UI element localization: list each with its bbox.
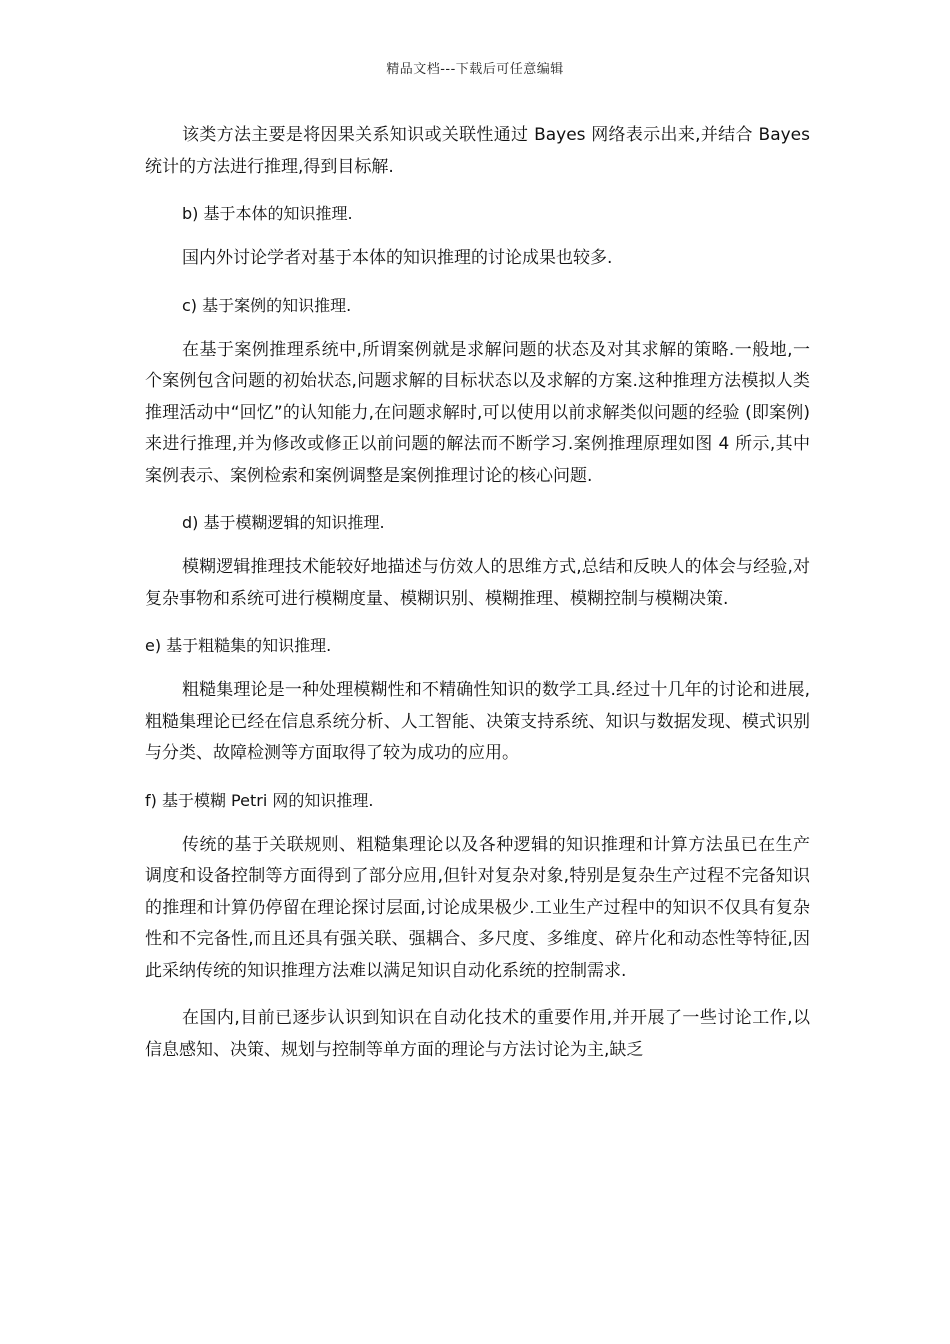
document-body bbox=[145, 120, 810, 1082]
page-header: 精品文档---下载后可任意编辑 bbox=[386, 62, 564, 77]
heading-case-reasoning: c) 基于案例的知识推理. bbox=[182, 295, 352, 315]
heading-rough-set-reasoning: e) 基于粗糙集的知识推理. bbox=[145, 636, 332, 655]
heading-fuzzy-logic-reasoning: d) 基于模糊逻辑的知识推理. bbox=[182, 513, 385, 532]
paragraph-bayes: 该类方法主要是将因果关系知识或关联性通过 Bayes 网络表示出来,并结合 Bayes 统计的方法进行推理,得到目标解. bbox=[145, 125, 810, 177]
paragraph-traditional-methods: 传统的基于关联规则、粗糙集理论以及各种逻辑的知识推理和计算方法虽已在生产调度和设备控制等方面得到了部分应用,但针对复杂对象,特别是复杂生产过程不完备知识的推理和计算仍停留在理论探讨层面,讨论成果极少.工业生产过程中的知识不仅具有复杂性和不完备性,而且还具有强关联、强耦合、多尺度、多维度、碎片化和动态性等特征,因此采纳传统的知识推理方法难以满足知识自动化系统的控制需求. bbox=[145, 834, 810, 981]
paragraph-case: 在基于案例推理系统中,所谓案例就是求解问题的状态及对其求解的策略.一般地,一个案例包含问题的初始状态,问题求解的目标状态以及求解的方案.这种推理方法模拟人类推理活动中“回忆”的认知能力,在问题求解时,可以使用以前求解类似问题的经验 (即案例) 来进行推理,并为修改或修正以前问题的解法而不断学习.案例推理原理如图 4 所示,其中案例表示、案例检索和案例调整是案例推理讨论的核心问题. bbox=[145, 339, 810, 486]
paragraph-domestic-research: 在国内,目前已逐步认识到知识在自动化技术的重要作用,并开展了一些讨论工作,以信息感知、决策、规划与控制等单方面的理论与方法讨论为主,缺乏 bbox=[145, 1008, 810, 1060]
paragraph-ontology: 国内外讨论学者对基于本体的知识推理的讨论成果也较多. bbox=[182, 248, 613, 268]
heading-ontology-reasoning: b) 基于本体的知识推理. bbox=[182, 204, 353, 223]
paragraph-rough-set: 粗糙集理论是一种处理模糊性和不精确性知识的数学工具.经过十几年的讨论和进展,粗糙集理论已经在信息系统分析、人工智能、决策支持系统、知识与数据发现、模式识别与分类、故障检测等方面取得了较为成功的应用。 bbox=[145, 680, 810, 763]
paragraph-fuzzy-logic: 模糊逻辑推理技术能较好地描述与仿效人的思维方式,总结和反映人的体会与经验,对复杂事物和系统可进行模糊度量、模糊识别、模糊推理、模糊控制与模糊决策. bbox=[145, 557, 810, 609]
heading-fuzzy-petri-reasoning: f) 基于模糊 Petri 网的知识推理. bbox=[145, 790, 374, 810]
